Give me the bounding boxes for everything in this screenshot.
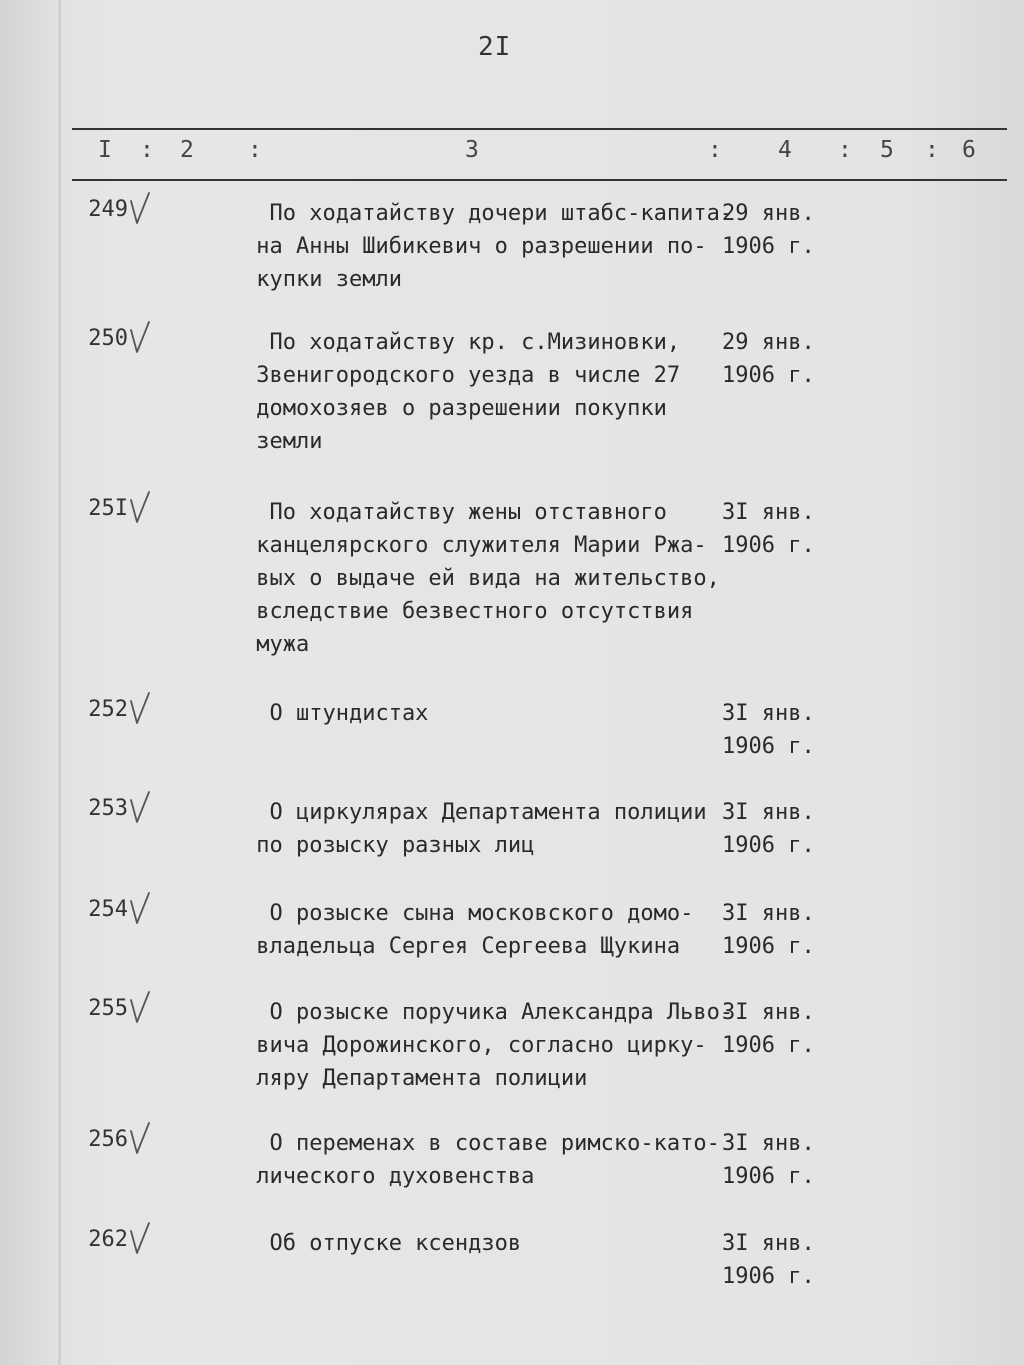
checkmark-icon xyxy=(128,320,152,354)
date-line: 3I янв. xyxy=(722,500,815,525)
description-line: домохозяев о разрешении покупки xyxy=(243,396,667,421)
date-line: 29 янв. xyxy=(722,330,815,355)
checkmark-icon xyxy=(128,790,152,824)
description-line: По ходатайству дочери штабс-капита- xyxy=(243,201,734,226)
description-line: О циркулярах Департамента полиции xyxy=(243,800,707,825)
description-line: По ходатайству жены отставного xyxy=(243,500,667,525)
date-line: 1906 г. xyxy=(722,234,815,259)
entry-number: 255 xyxy=(88,996,128,1021)
description-line: владельца Сергея Сергеева Щукина xyxy=(243,934,681,959)
column-number: 5 xyxy=(880,137,894,163)
column-number: 6 xyxy=(962,137,976,163)
description-line: О штундистах xyxy=(243,701,429,726)
date-line: 3I янв. xyxy=(722,800,815,825)
entry-description xyxy=(243,496,723,661)
entry-number: 252 xyxy=(88,697,128,722)
entry-date xyxy=(722,197,842,263)
column-separator: : xyxy=(838,137,852,163)
entry-number: 262 xyxy=(88,1227,128,1252)
date-line: 3I янв. xyxy=(722,1000,815,1025)
date-line: 1906 г. xyxy=(722,363,815,388)
column-number: 3 xyxy=(465,137,479,163)
column-separator: : xyxy=(708,137,722,163)
date-line: 3I янв. xyxy=(722,701,815,726)
description-line: по розыску разных лиц xyxy=(243,833,535,858)
date-line: 3I янв. xyxy=(722,901,815,926)
description-line: О розыске поручика Александра Льво- xyxy=(243,1000,734,1025)
entry-number: 249 xyxy=(88,197,128,222)
entry-date xyxy=(722,1127,842,1193)
description-line: канцелярского служителя Марии Ржа- xyxy=(243,533,707,558)
date-line: 1906 г. xyxy=(722,734,815,759)
column-number: 2 xyxy=(180,137,194,163)
entry-number: 256 xyxy=(88,1127,128,1152)
entry-description xyxy=(243,1227,723,1260)
checkmark-icon xyxy=(128,891,152,925)
entry-description xyxy=(243,897,723,963)
checkmark-icon xyxy=(128,1121,152,1155)
entry-description xyxy=(243,697,723,730)
date-line: 3I янв. xyxy=(722,1231,815,1256)
binding-fold xyxy=(58,0,61,1365)
checkmark-icon xyxy=(128,191,152,225)
description-line: на Анны Шибикевич о разрешении по- xyxy=(243,234,707,259)
description-line: ляру Департамента полиции xyxy=(243,1066,588,1091)
page-number: 2I xyxy=(478,32,512,62)
column-separator: : xyxy=(248,137,262,163)
date-line: 1906 г. xyxy=(722,833,815,858)
entry-description xyxy=(243,796,723,862)
description-line: По ходатайству кр. с.Мизиновки, xyxy=(243,330,681,355)
date-line: 29 янв. xyxy=(722,201,815,226)
description-line: Об отпуске ксендзов xyxy=(243,1231,522,1256)
column-separator: : xyxy=(925,137,939,163)
checkmark-icon xyxy=(128,490,152,524)
date-line: 1906 г. xyxy=(722,1164,815,1189)
entry-date xyxy=(722,796,842,862)
date-line: 1906 г. xyxy=(722,1264,815,1289)
entry-number: 250 xyxy=(88,326,128,351)
entry-number: 253 xyxy=(88,796,128,821)
entry-number: 254 xyxy=(88,897,128,922)
description-line: купки земли xyxy=(243,267,402,292)
description-line: О розыске сына московского домо- xyxy=(243,901,694,926)
entry-date xyxy=(722,1227,842,1293)
column-number: I xyxy=(98,137,112,163)
entry-date xyxy=(722,496,842,562)
entry-date xyxy=(722,697,842,763)
entry-date xyxy=(722,326,842,392)
description-line: вых о выдаче ей вида на жительство, xyxy=(243,566,720,591)
date-line: 3I янв. xyxy=(722,1131,815,1156)
description-line: земли xyxy=(243,429,323,454)
entry-description xyxy=(243,326,723,458)
date-line: 1906 г. xyxy=(722,533,815,558)
column-number: 4 xyxy=(778,137,792,163)
description-line: О переменах в составе римско-като- xyxy=(243,1131,720,1156)
entry-number: 25I xyxy=(88,496,128,521)
description-line: Звенигородского уезда в числе 27 xyxy=(243,363,681,388)
column-separator: : xyxy=(140,137,154,163)
entry-description xyxy=(243,1127,723,1193)
description-line: лического духовенства xyxy=(243,1164,535,1189)
description-line: вича Дорожинского, согласно цирку- xyxy=(243,1033,707,1058)
checkmark-icon xyxy=(128,990,152,1024)
date-line: 1906 г. xyxy=(722,1033,815,1058)
entry-date xyxy=(722,897,842,963)
header-rule-top xyxy=(72,128,1007,130)
header-rule-bottom xyxy=(72,179,1007,181)
checkmark-icon xyxy=(128,691,152,725)
entry-description xyxy=(243,197,734,296)
date-line: 1906 г. xyxy=(722,934,815,959)
checkmark-icon xyxy=(128,1221,152,1255)
description-line: мужа xyxy=(243,632,310,657)
entry-description xyxy=(243,996,734,1095)
entry-date xyxy=(722,996,842,1062)
description-line: вследствие безвестного отсутствия xyxy=(243,599,694,624)
